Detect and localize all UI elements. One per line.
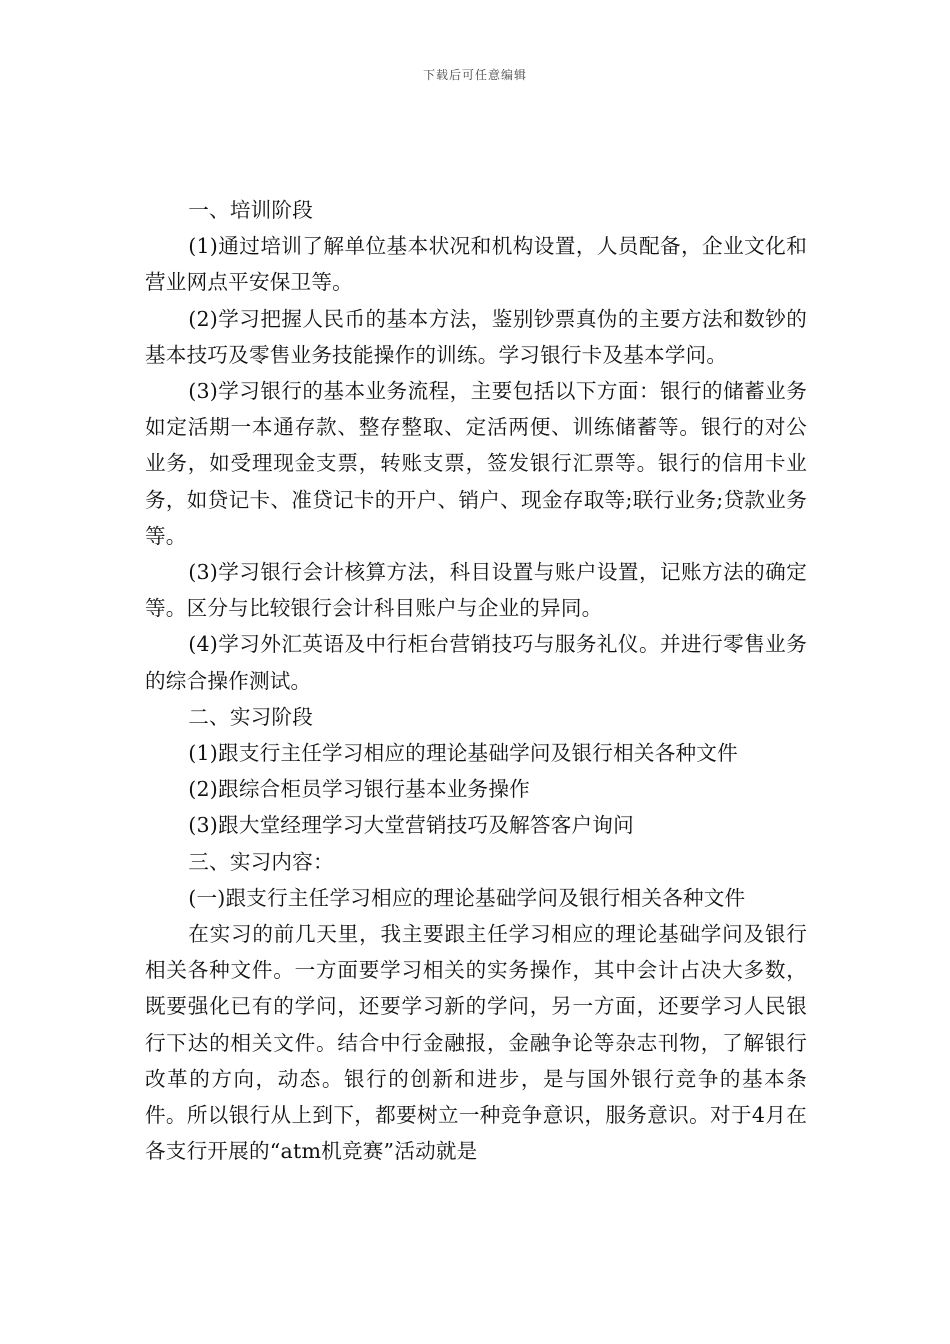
section-heading-internship: 二、实习阶段 [188,704,314,729]
paragraph: (3)学习银行会计核算方法，科目设置与账户设置，记账方法的确定等。区分与比较银行会计科目账户与企业的异同。 [145,560,807,621]
document-body [145,192,807,1169]
paragraph: (3)学习银行的基本业务流程，主要包括以下方面：银行的储蓄业务如定活期一本通存款、整存整取、定活两便、训练储蓄等。银行的对公业务，如受理现金支票，转账支票，签发银行汇票等。银行的信用卡业务，如贷记卡、准贷记卡的开户、销户、现金存取等;联行业务;贷款业务等。 [145,379,807,548]
section-heading-training: 一、培训阶段 [188,198,314,222]
paragraph: (2)学习把握人民币的基本方法，鉴别钞票真伪的主要方法和数钞的基本技巧及零售业务技能操作的训练。学习银行卡及基本学问。 [145,306,807,367]
paragraph: (1)通过培训了解单位基本状况和机构设置，人员配备，企业文化和营业网点平安保卫等。 [145,234,807,295]
page-header-note: 下载后可任意编辑 [422,68,527,82]
paragraph: 在实习的前几天里，我主要跟主任学习相应的理论基础学问及银行相关各种文件。一方面要学习相关的实务操作，其中会计占决大多数，既要强化已有的学问，还要学习新的学问，另一方面，还要学习人民银行下达的相关文件。结合中行金融报，金融争论等杂志刊物，了解银行改革的方向，动态。银行的创新和进步，是与国外银行竞争的基本条件。所以银行从上到下，都要树立一种竞争意识，服务意识。对于4月在各支行开展的“atm机竞赛”活动就是 [145,922,807,1164]
paragraph: (1)跟支行主任学习相应的理论基础学问及银行相关各种文件 [188,741,738,766]
paragraph: (3)跟大堂经理学习大堂营销技巧及解答客户询问 [188,813,634,838]
paragraph: (2)跟综合柜员学习银行基本业务操作 [188,777,530,802]
subsection-heading: (一)跟支行主任学习相应的理论基础学问及银行相关各种文件 [188,885,746,910]
section-heading-content: 三、实习内容： [188,849,334,874]
paragraph: (4)学习外汇英语及中行柜台营销技巧与服务礼仪。并进行零售业务的综合操作测试。 [145,632,807,693]
